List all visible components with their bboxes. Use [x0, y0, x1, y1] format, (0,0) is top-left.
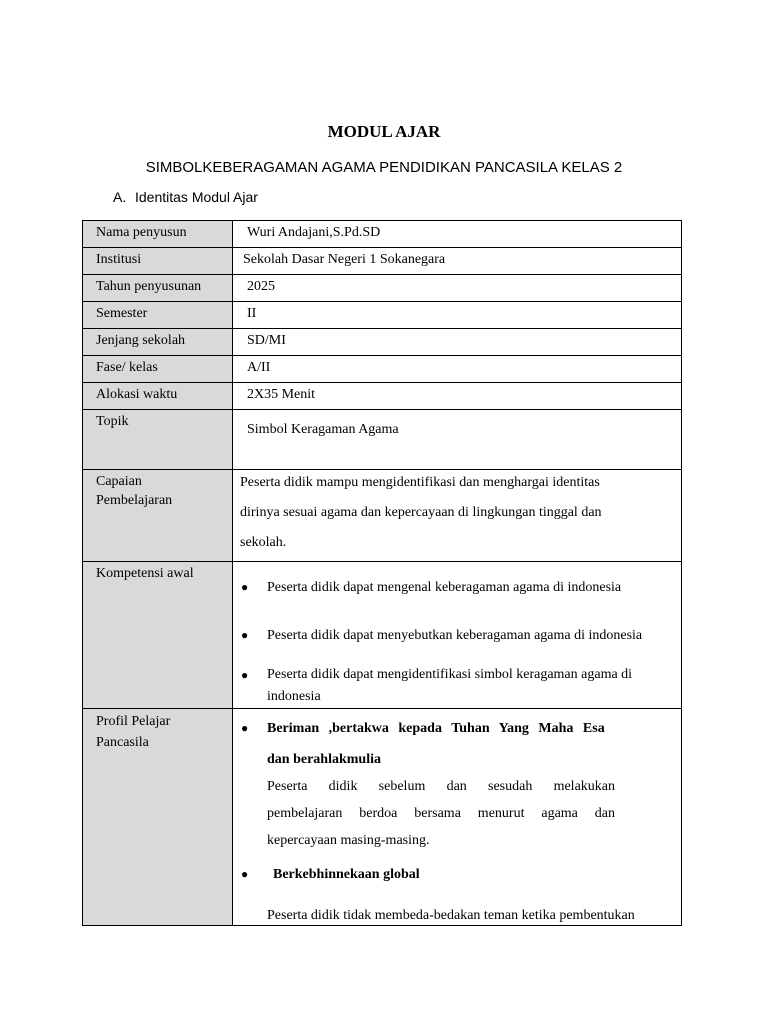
document-subtitle: SIMBOLKEBERAGAMAN AGAMA PENDIDIKAN PANCASILA KELAS 2: [145, 159, 623, 176]
table-row: [83, 248, 682, 275]
profil-heading: Beriman ,bertakwa kepada Tuhan Yang Maha Esa: [267, 721, 605, 736]
row-label: Fase/ kelas: [83, 356, 233, 383]
profil-heading: Berkebhinnekaan global: [273, 867, 420, 882]
capaian-label-line: Capaian: [96, 474, 142, 489]
row-value: 2025: [233, 275, 682, 302]
bullet-icon: ●: [241, 721, 249, 735]
row-value: Wuri Andajani,S.Pd.SD: [233, 221, 682, 248]
bullet-icon: ●: [241, 867, 249, 881]
row-label: Semester: [83, 302, 233, 329]
document-title: MODUL AJAR: [327, 122, 441, 141]
paragraph-line: kepercayaan masing-masing.: [267, 833, 430, 848]
row-value: A/II: [233, 356, 682, 383]
identity-table: [82, 220, 682, 926]
list-item: [241, 719, 675, 769]
table-row: [83, 562, 682, 709]
capaian-label-line: Pembelajaran: [96, 493, 173, 508]
profil-heading: dan berahlakmulia: [267, 752, 381, 767]
row-label: Alokasi waktu: [83, 383, 233, 410]
table-row: [83, 709, 682, 926]
row-label: Tahun penyusunan: [83, 275, 233, 302]
bullet-icon: ●: [241, 580, 249, 594]
row-label: [83, 709, 233, 926]
row-value: [233, 410, 682, 470]
section-number: A.: [113, 189, 127, 205]
row-label: Jenjang sekolah: [83, 329, 233, 356]
row-value: [233, 470, 682, 562]
row-label: [83, 470, 233, 562]
row-value: [233, 709, 682, 926]
list-item: [241, 664, 675, 708]
table-row: [83, 221, 682, 248]
table-row: [83, 470, 682, 562]
list-item: [241, 865, 675, 884]
list-item: [241, 578, 675, 597]
paragraph-line: Peserta didik sebelum dan sesudah melakukan: [267, 779, 615, 794]
table-row: [83, 275, 682, 302]
profil-paragraph: Peserta didik tidak membeda-bedakan teman ketika pembentukan: [267, 908, 635, 923]
table-row: [83, 329, 682, 356]
profil-label-line: Pancasila: [96, 735, 149, 750]
list-item: [241, 626, 675, 645]
bullet-icon: ●: [241, 668, 249, 682]
row-value: Sekolah Dasar Negeri 1 Sokanegara: [233, 248, 682, 275]
row-label: Nama penyusun: [83, 221, 233, 248]
profil-paragraph: [241, 773, 615, 854]
row-label: Kompetensi awal: [83, 562, 233, 709]
list-item-text: indonesia: [267, 689, 321, 704]
list-item-text: Peserta didik dapat menyebutkan keberagaman agama di indonesia: [267, 628, 643, 643]
paragraph-line: pembelajaran berdoa bersama menurut agama dan: [267, 806, 615, 821]
bullet-icon: ●: [241, 628, 249, 642]
table-row: [83, 383, 682, 410]
list-item-text: Peserta didik dapat mengidentifikasi simbol keragaman agama di: [267, 667, 633, 682]
capaian-line: sekolah.: [240, 535, 287, 550]
capaian-line: dirinya sesuai agama dan kepercayaan di lingkungan tinggal dan: [240, 505, 602, 520]
table-row: [83, 302, 682, 329]
row-label: Institusi: [83, 248, 233, 275]
topik-value: Simbol Keragaman Agama: [247, 422, 399, 437]
row-label: Topik: [83, 410, 233, 470]
capaian-line: Peserta didik mampu mengidentifikasi dan menghargai identitas: [240, 475, 600, 490]
list-item-text: Peserta didik dapat mengenal keberagaman agama di indonesia: [267, 580, 622, 595]
profil-label-line: Profil Pelajar: [96, 714, 171, 729]
row-value: II: [233, 302, 682, 329]
table-row: [83, 410, 682, 470]
row-value: 2X35 Menit: [233, 383, 682, 410]
row-value: SD/MI: [233, 329, 682, 356]
table-row: [83, 356, 682, 383]
section-heading: [113, 189, 258, 205]
row-value: [233, 562, 682, 709]
section-title: Identitas Modul Ajar: [135, 189, 258, 205]
